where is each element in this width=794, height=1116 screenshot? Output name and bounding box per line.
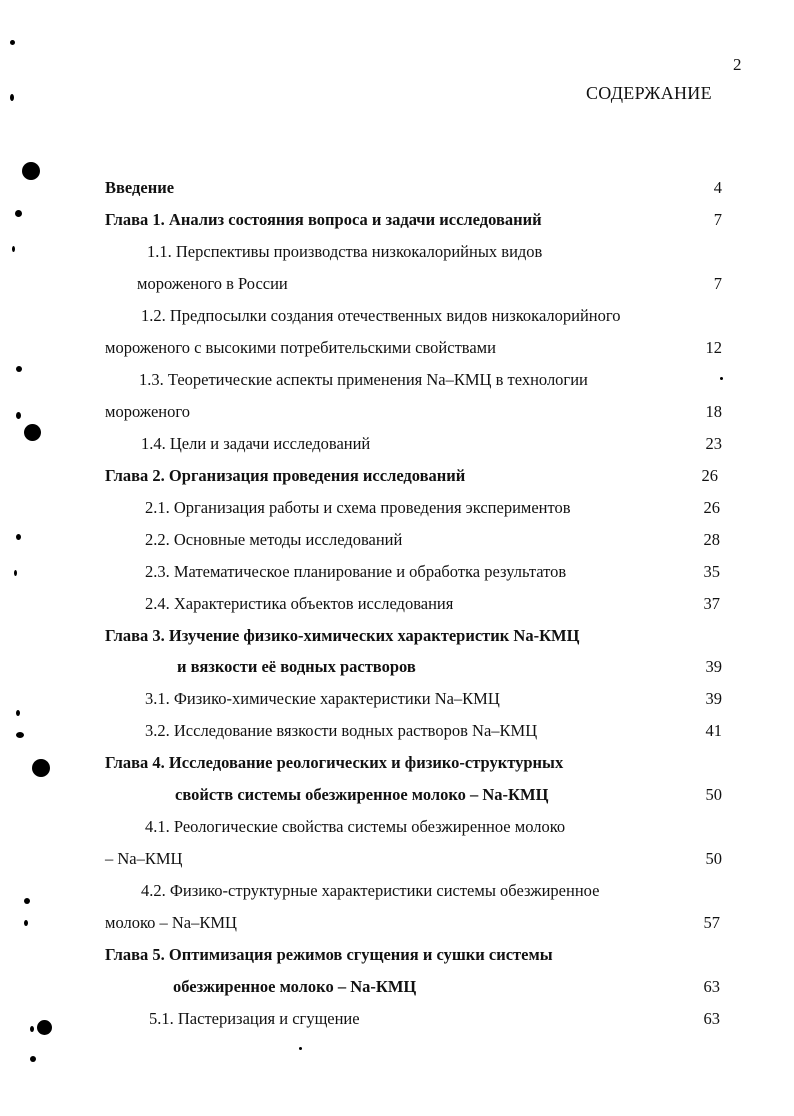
scan-speck bbox=[24, 920, 28, 926]
page-number: 2 bbox=[733, 55, 742, 74]
toc-page: 63 bbox=[703, 977, 720, 996]
page-title: СОДЕРЖАНИЕ bbox=[586, 83, 712, 103]
punch-hole-mark bbox=[22, 162, 40, 180]
toc-entry-1-4: 1.4. Цели и задачи исследований bbox=[141, 434, 371, 453]
toc-entry-2-4: 2.4. Характеристика объектов исследования bbox=[145, 594, 454, 613]
toc-page: 41 bbox=[705, 721, 722, 740]
toc-entry-2-1: 2.1. Организация работы и схема проведения экспериментов bbox=[145, 498, 571, 517]
scan-speck bbox=[299, 1047, 302, 1050]
scan-speck bbox=[30, 1056, 36, 1062]
toc-entry-3-1: 3.1. Физико-химические характеристики Na–КМЦ bbox=[145, 689, 500, 708]
toc-page: 28 bbox=[703, 530, 720, 549]
scan-speck bbox=[30, 1026, 34, 1032]
toc-entry-4-1: 4.1. Реологические свойства системы обезжиренное молоко bbox=[145, 817, 566, 836]
toc-page: 12 bbox=[705, 338, 722, 357]
toc-entry-chapter-4-cont: свойств системы обезжиренное молоко – Na-КМЦ bbox=[175, 785, 549, 804]
scan-speck bbox=[16, 710, 20, 716]
punch-hole-mark bbox=[24, 424, 41, 441]
toc-entry-1-2: 1.2. Предпосылки создания отечественных видов низкокалорийного bbox=[141, 306, 621, 325]
toc-entry-3-2: 3.2. Исследование вязкости водных растворов Na–КМЦ bbox=[145, 721, 538, 740]
toc-entry-4-2: 4.2. Физико-структурные характеристики системы обезжиренное bbox=[141, 881, 600, 900]
toc-entry-2-3: 2.3. Математическое планирование и обработка результатов bbox=[145, 562, 567, 581]
scan-speck bbox=[720, 377, 723, 380]
toc-entry-chapter-1: Глава 1. Анализ состояния вопроса и задачи исследований bbox=[105, 210, 542, 229]
scan-speck bbox=[12, 246, 15, 252]
toc-entry-4-1-cont: – Na–КМЦ bbox=[105, 849, 183, 868]
toc-page: 7 bbox=[713, 274, 722, 293]
toc-page: 39 bbox=[705, 689, 722, 708]
toc-page: 4 bbox=[713, 178, 722, 197]
toc-entry-5-1: 5.1. Пастеризация и сгущение bbox=[149, 1009, 360, 1028]
toc-entry-1-3: 1.3. Теоретические аспекты применения Na–КМЦ в технологии bbox=[139, 370, 588, 389]
toc-entry-1-1: 1.1. Перспективы производства низкокалорийных видов bbox=[147, 242, 543, 261]
toc-page: 57 bbox=[703, 913, 720, 932]
scan-speck bbox=[16, 534, 21, 540]
punch-hole-mark bbox=[37, 1020, 52, 1035]
toc-page: 50 bbox=[705, 849, 722, 868]
toc-entry-chapter-5-cont: обезжиренное молоко – Na-КМЦ bbox=[173, 977, 417, 996]
toc-page: 26 bbox=[701, 466, 718, 485]
toc-entry-chapter-5: Глава 5. Оптимизация режимов сгущения и сушки системы bbox=[105, 945, 553, 964]
toc-entry-1-1-cont: мороженого в России bbox=[137, 274, 288, 293]
scan-speck bbox=[15, 210, 22, 217]
scan-speck bbox=[10, 40, 15, 45]
punch-hole-mark bbox=[32, 759, 50, 777]
scan-speck bbox=[16, 732, 24, 738]
toc-page: 18 bbox=[705, 402, 722, 421]
toc-entry-1-2-cont: мороженого с высокими потребительскими свойствами bbox=[105, 338, 496, 357]
toc-page: 63 bbox=[703, 1009, 720, 1028]
toc-page: 7 bbox=[713, 210, 722, 229]
toc-entry-intro: Введение bbox=[105, 178, 175, 197]
toc-page: 50 bbox=[705, 785, 722, 804]
toc-entry-4-2-cont: молоко – Na–КМЦ bbox=[105, 913, 237, 932]
toc-entry-chapter-3: Глава 3. Изучение физико-химических характеристик Na-КМЦ bbox=[105, 626, 580, 645]
toc-page: 23 bbox=[705, 434, 722, 453]
scan-speck bbox=[16, 366, 22, 372]
toc-entry-1-3-cont: мороженого bbox=[105, 402, 190, 421]
toc-entry-2-2: 2.2. Основные методы исследований bbox=[145, 530, 403, 549]
toc-page: 37 bbox=[703, 594, 720, 613]
toc-page: 35 bbox=[703, 562, 720, 581]
toc-entry-chapter-2: Глава 2. Организация проведения исследований bbox=[105, 466, 466, 485]
scan-speck bbox=[14, 570, 17, 576]
scan-speck bbox=[16, 412, 21, 419]
toc-entry-chapter-4: Глава 4. Исследование реологических и физико-структурных bbox=[105, 753, 564, 772]
toc-page: 39 bbox=[705, 657, 722, 676]
scan-speck bbox=[10, 94, 14, 101]
toc-page: 26 bbox=[703, 498, 720, 517]
scan-speck bbox=[24, 898, 30, 904]
toc-entry-chapter-3-cont: и вязкости её водных растворов bbox=[177, 657, 416, 676]
